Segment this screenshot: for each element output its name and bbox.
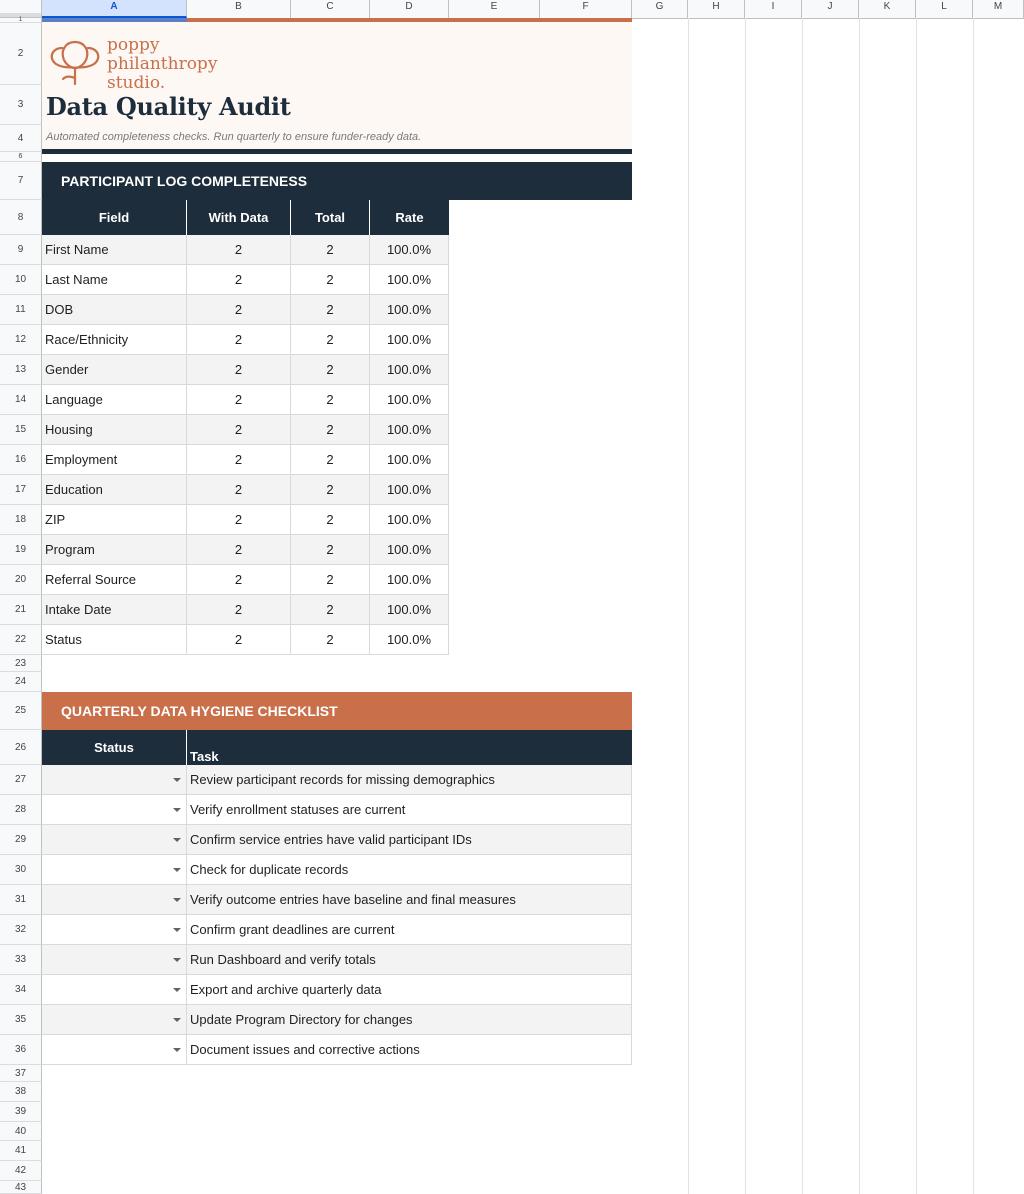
task-cell[interactable]: Check for duplicate records [187,855,632,885]
poppy-logo-icon [44,34,106,86]
row-header-6[interactable]: 6 [0,152,42,162]
row-header-35[interactable]: 35 [0,1005,42,1035]
participant-section-header [42,162,632,200]
column-header-j[interactable]: J [802,0,859,18]
row-header-29[interactable]: 29 [0,825,42,855]
header-divider [42,149,632,154]
participant-rate-cell[interactable]: 100.0% [370,625,449,655]
column-header-b[interactable]: B [187,0,291,18]
participant-with-data-cell[interactable]: 2 [187,565,291,595]
participant-field-cell[interactable]: Referral Source [42,565,187,595]
row-header-25[interactable]: 25 [0,692,42,730]
row-header-15[interactable]: 15 [0,415,42,445]
participant-field-cell[interactable]: Gender [42,355,187,385]
column-header-i[interactable]: I [745,0,802,18]
status-dropdown[interactable] [42,765,187,795]
participant-col-with-data[interactable]: With Data [187,200,291,235]
status-dropdown[interactable] [42,945,187,975]
row-header-36[interactable]: 36 [0,1035,42,1065]
row-header-18[interactable]: 18 [0,505,42,535]
row-header-3[interactable]: 3 [0,85,42,125]
participant-rate-cell[interactable]: 100.0% [370,505,449,535]
row-header-32[interactable]: 32 [0,915,42,945]
participant-rate-cell[interactable]: 100.0% [370,265,449,295]
row-header-21[interactable]: 21 [0,595,42,625]
dropdown-arrow-icon[interactable] [173,958,181,962]
participant-total-cell[interactable]: 2 [291,625,370,655]
participant-field-cell[interactable]: Race/Ethnicity [42,325,187,355]
row-header-30[interactable]: 30 [0,855,42,885]
participant-rate-cell[interactable]: 100.0% [370,445,449,475]
status-dropdown[interactable] [42,825,187,855]
participant-col-field[interactable]: Field [42,200,187,235]
participant-rate-cell[interactable]: 100.0% [370,595,449,625]
row-header-33[interactable]: 33 [0,945,42,975]
column-header-c[interactable]: C [291,0,370,18]
participant-total-cell[interactable]: 2 [291,475,370,505]
dropdown-arrow-icon[interactable] [173,1048,181,1052]
participant-field-cell[interactable]: Program [42,535,187,565]
row-header-4[interactable]: 4 [0,125,42,152]
task-cell[interactable]: Run Dashboard and verify totals [187,945,632,975]
gridline [973,18,974,1194]
dropdown-arrow-icon[interactable] [173,928,181,932]
participant-with-data-cell[interactable]: 2 [187,415,291,445]
participant-with-data-cell[interactable]: 2 [187,475,291,505]
row-header-7[interactable]: 7 [0,162,42,200]
row-header-41[interactable]: 41 [0,1141,42,1161]
row-header-9[interactable]: 9 [0,235,42,265]
participant-section-title: PARTICIPANT LOG COMPLETENESS [61,173,308,189]
participant-with-data-cell[interactable]: 2 [187,355,291,385]
dropdown-arrow-icon[interactable] [173,1018,181,1022]
page-title: Data Quality Audit [46,92,291,121]
participant-total-cell[interactable]: 2 [291,595,370,625]
participant-total-cell[interactable]: 2 [291,445,370,475]
participant-with-data-cell[interactable]: 2 [187,325,291,355]
participant-total-cell[interactable]: 2 [291,505,370,535]
participant-with-data-cell[interactable]: 2 [187,535,291,565]
participant-with-data-cell[interactable]: 2 [187,445,291,475]
status-dropdown[interactable] [42,885,187,915]
row-header-14[interactable]: 14 [0,385,42,415]
dropdown-arrow-icon[interactable] [173,868,181,872]
row-header-1[interactable]: 1 [0,18,42,23]
participant-with-data-cell[interactable]: 2 [187,235,291,265]
participant-with-data-cell[interactable]: 2 [187,295,291,325]
row-header-38[interactable]: 38 [0,1082,42,1102]
column-header-e[interactable]: E [449,0,540,18]
gridline [745,18,746,1194]
row-header-42[interactable]: 42 [0,1161,42,1181]
status-dropdown[interactable] [42,1035,187,1065]
select-all-corner[interactable] [0,0,42,18]
participant-field-cell[interactable]: Housing [42,415,187,445]
participant-rate-cell[interactable]: 100.0% [370,295,449,325]
row-header-11[interactable]: 11 [0,295,42,325]
row-header-16[interactable]: 16 [0,445,42,475]
row-header-20[interactable]: 20 [0,565,42,595]
participant-field-cell[interactable]: Last Name [42,265,187,295]
participant-rate-cell[interactable]: 100.0% [370,355,449,385]
participant-field-cell[interactable]: Education [42,475,187,505]
participant-with-data-cell[interactable]: 2 [187,595,291,625]
dropdown-arrow-icon[interactable] [173,988,181,992]
participant-total-cell[interactable]: 2 [291,535,370,565]
participant-total-cell[interactable]: 2 [291,385,370,415]
row-header-31[interactable]: 31 [0,885,42,915]
dropdown-arrow-icon[interactable] [173,778,181,782]
status-dropdown[interactable] [42,855,187,885]
row-header-27[interactable]: 27 [0,765,42,795]
participant-field-cell[interactable]: Language [42,385,187,415]
participant-col-total[interactable]: Total [291,200,370,235]
row-header-19[interactable]: 19 [0,535,42,565]
row-header-17[interactable]: 17 [0,475,42,505]
participant-field-cell[interactable]: Employment [42,445,187,475]
participant-rate-cell[interactable]: 100.0% [370,565,449,595]
participant-field-cell[interactable]: Intake Date [42,595,187,625]
participant-with-data-cell[interactable]: 2 [187,265,291,295]
participant-rate-cell[interactable]: 100.0% [370,325,449,355]
dropdown-arrow-icon[interactable] [173,808,181,812]
column-header-h[interactable]: H [688,0,745,18]
logo-wordmark: poppy philanthropy studio. [107,35,218,93]
participant-field-cell[interactable]: Status [42,625,187,655]
gridline [802,18,803,1194]
gridline [859,18,860,1194]
participant-total-cell[interactable]: 2 [291,235,370,265]
participant-rate-cell[interactable]: 100.0% [370,475,449,505]
gridline [916,18,917,1194]
dropdown-arrow-icon[interactable] [173,898,181,902]
gridline [688,18,689,1194]
column-header-a[interactable]: A [42,0,187,18]
task-cell[interactable]: Update Program Directory for changes [187,1005,632,1035]
status-dropdown[interactable] [42,795,187,825]
status-dropdown[interactable] [42,915,187,945]
participant-field-cell[interactable]: DOB [42,295,187,325]
row-header-2[interactable]: 2 [0,23,42,85]
task-cell[interactable]: Review participant records for missing demographics [187,765,632,795]
row-header-24[interactable]: 24 [0,672,42,692]
task-cell[interactable]: Document issues and corrective actions [187,1035,632,1065]
page-subtitle: Automated completeness checks. Run quarterly to ensure funder-ready data. [46,131,422,143]
row-header-34[interactable]: 34 [0,975,42,1005]
row-header-26[interactable]: 26 [0,730,42,765]
participant-total-cell[interactable]: 2 [291,295,370,325]
row-header-13[interactable]: 13 [0,355,42,385]
dropdown-arrow-icon[interactable] [173,838,181,842]
participant-field-cell[interactable]: First Name [42,235,187,265]
task-cell[interactable]: Export and archive quarterly data [187,975,632,1005]
row-header-28[interactable]: 28 [0,795,42,825]
column-header-f[interactable]: F [540,0,632,18]
status-dropdown[interactable] [42,1005,187,1035]
task-cell[interactable]: Confirm grant deadlines are current [187,915,632,945]
participant-rate-cell[interactable]: 100.0% [370,415,449,445]
participant-rate-cell[interactable]: 100.0% [370,235,449,265]
participant-total-cell[interactable]: 2 [291,325,370,355]
task-cell[interactable]: Verify enrollment statuses are current [187,795,632,825]
status-dropdown[interactable] [42,975,187,1005]
participant-rate-cell[interactable]: 100.0% [370,535,449,565]
column-header-g[interactable]: G [632,0,688,18]
row-header-10[interactable]: 10 [0,265,42,295]
task-cell[interactable]: Verify outcome entries have baseline and final measures [187,885,632,915]
participant-total-cell[interactable]: 2 [291,415,370,445]
column-header-m[interactable]: M [973,0,1024,18]
participant-field-cell[interactable]: ZIP [42,505,187,535]
column-header-k[interactable]: K [859,0,916,18]
row-header-12[interactable]: 12 [0,325,42,355]
participant-total-cell[interactable]: 2 [291,565,370,595]
task-cell[interactable]: Confirm service entries have valid participant IDs [187,825,632,855]
row-header-22[interactable]: 22 [0,625,42,655]
checklist-section-header [42,692,632,730]
checklist-col-status[interactable]: Status [42,730,187,765]
participant-rate-cell[interactable]: 100.0% [370,385,449,415]
row-header-23[interactable]: 23 [0,655,42,672]
checklist-section-title: QUARTERLY DATA HYGIENE CHECKLIST [61,703,338,719]
selected-column-indicator [42,18,187,22]
participant-total-cell[interactable]: 2 [291,355,370,385]
column-header-d[interactable]: D [370,0,449,18]
row-header-37[interactable]: 37 [0,1065,42,1082]
row-header-39[interactable]: 39 [0,1102,42,1122]
row-header-43[interactable]: 43 [0,1181,42,1194]
participant-total-cell[interactable]: 2 [291,265,370,295]
row-header-40[interactable]: 40 [0,1122,42,1141]
row-header-8[interactable]: 8 [0,200,42,235]
column-header-l[interactable]: L [916,0,973,18]
checklist-col-task[interactable]: Task [187,730,632,765]
participant-with-data-cell[interactable]: 2 [187,505,291,535]
participant-col-rate[interactable]: Rate [370,200,449,235]
participant-with-data-cell[interactable]: 2 [187,625,291,655]
participant-with-data-cell[interactable]: 2 [187,385,291,415]
